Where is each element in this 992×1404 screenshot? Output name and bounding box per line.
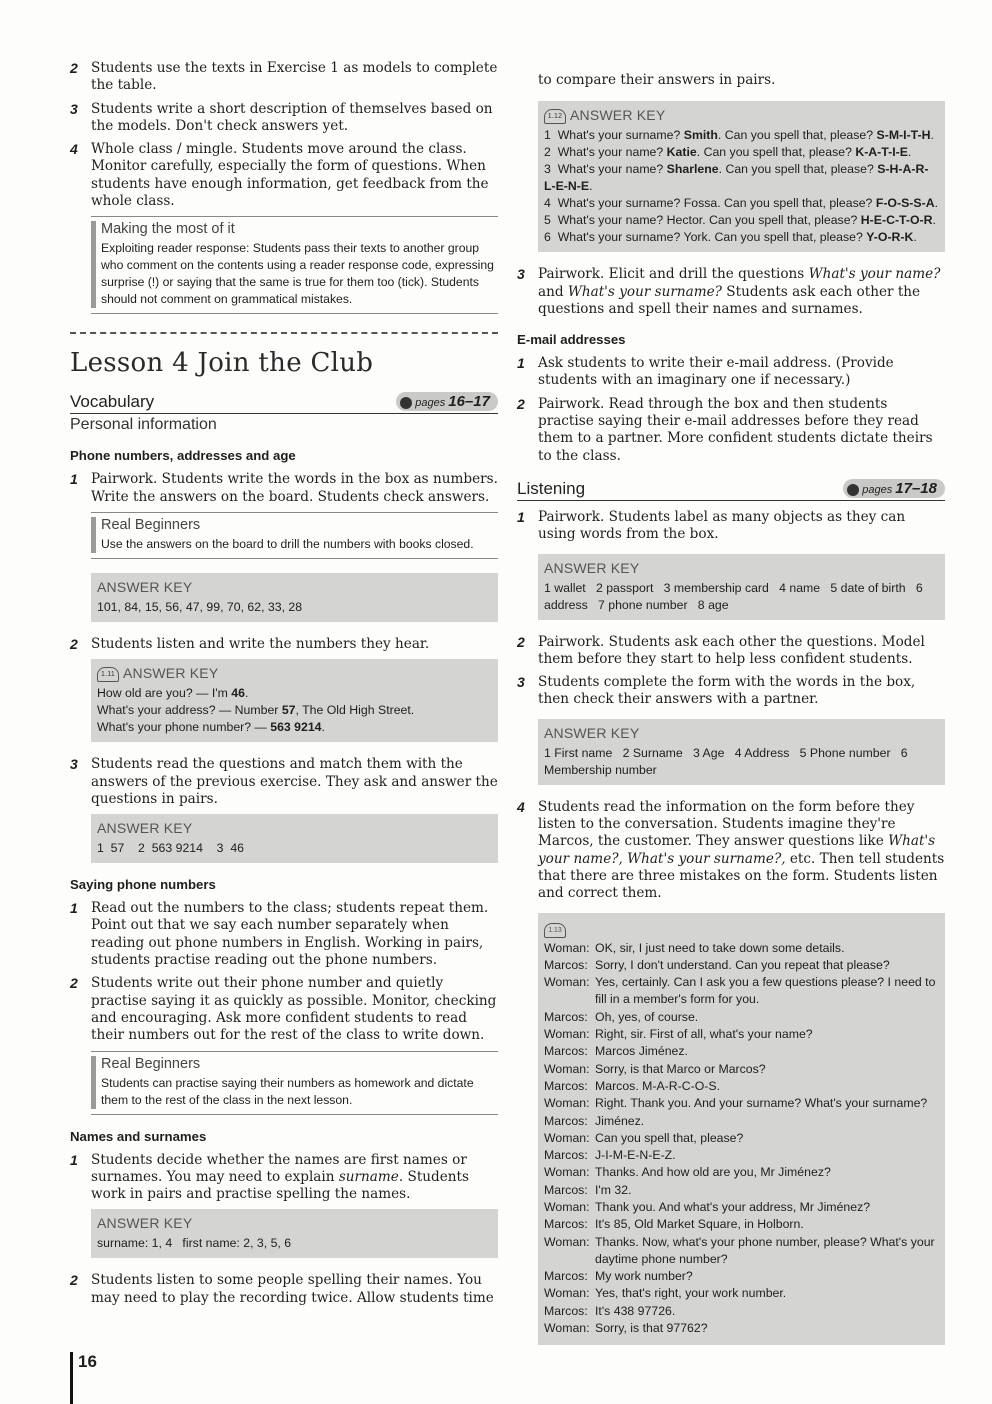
step-item: 2 Pairwork. Read through the box and then students practise saying their e-mail addresses before they read them to a partner. More confident students dictate theirs to the class. bbox=[517, 395, 933, 464]
lesson-title: Lesson 4 Join the Club bbox=[70, 348, 374, 379]
dialogue-line bbox=[544, 1147, 937, 1164]
speaker-label: Marcos: bbox=[544, 1148, 588, 1163]
step-item: 2 Pairwork. Students ask each other the questions. Model them before they start to help less confident students. bbox=[517, 633, 925, 667]
dialogue-line bbox=[544, 1320, 937, 1337]
speaker-label: Marcos: bbox=[544, 1182, 588, 1197]
dialogue-line bbox=[544, 1164, 937, 1181]
step-item: 3 Students read the questions and match them with the answers of the previous exercise. They ask and answer the questions in pairs. bbox=[70, 756, 498, 807]
speaker-label: Woman: bbox=[544, 1165, 590, 1180]
dialogue-line bbox=[544, 1285, 937, 1302]
dialogue-line bbox=[544, 1026, 937, 1043]
continued-text: to compare their answers in pairs. bbox=[538, 72, 776, 88]
answer-key-box: ANSWER KEY 101, 84, 15, 56, 47, 99, 70, 62, 33, 28 bbox=[91, 573, 498, 622]
speaker-label: Woman: bbox=[544, 1199, 590, 1214]
audio-track-icon: 1.12 bbox=[544, 109, 566, 124]
right-column bbox=[517, 72, 945, 1345]
answer-line: 3 What's your name? Sharlene. Can you spell that, please? S-H-A-R-L-E-N-E. bbox=[544, 162, 929, 194]
left-column bbox=[70, 60, 498, 1313]
dialogue-line bbox=[544, 1095, 937, 1112]
dialogue-line bbox=[544, 974, 937, 1009]
cd-icon bbox=[847, 484, 859, 496]
dialogue-text: Thank you. And what's your address, Mr Jiménez? bbox=[595, 1199, 871, 1214]
dialogue-line bbox=[544, 1113, 937, 1130]
subheading: Phone numbers, addresses and age bbox=[70, 448, 296, 464]
answer-line: How old are you? — I'm 46. bbox=[97, 686, 249, 701]
audio-track-icon: 1.11 bbox=[97, 667, 119, 682]
section-divider bbox=[70, 332, 498, 334]
answer-line: 6 What's your surname? York. Can you spell that, please? Y-O-R-K. bbox=[544, 230, 917, 245]
pages-badge: pages 16–17 bbox=[396, 392, 498, 411]
step-item: 2 Students use the texts in Exercise 1 as models to complete the table. bbox=[70, 60, 498, 94]
step-item: 4 Students read the information on the form before they listen to the conversation. Students imagine they're Marcos, the customer. They answer questions like What's your name?, What's your surname?, etc. Then tell students that there are three mistakes on the form. Students listen and correct them. bbox=[517, 798, 945, 902]
speaker-label: Marcos: bbox=[544, 1009, 588, 1024]
listening-header: Listening pages 17–18 bbox=[517, 479, 945, 501]
answer-line: 2 What's your name? Katie. Can you spell that, please? K-A-T-I-E. bbox=[544, 145, 912, 160]
speaker-label: Marcos: bbox=[544, 1078, 588, 1093]
step-item: 2 Students listen and write the numbers they hear. bbox=[70, 635, 430, 652]
dialogue-line bbox=[544, 1043, 937, 1060]
subheading: E-mail addresses bbox=[517, 332, 626, 348]
dialogue-line bbox=[544, 940, 937, 957]
answer-key-box: ANSWER KEY 1 First name 2 Surname 3 Age 4 Address 5 Phone number 6 Membership number bbox=[538, 719, 945, 785]
answer-key-box: 1.12 ANSWER KEY 1 What's your surname? Smith. Can you spell that, please? S-M-I-T-H. 2 What's your name? Katie. Can you spell that, please? K-A-T-I-E. 3 What's your name? Sharlene. Can you spell that, please? S-H-A-R-L-E-N-E. 4 What's your surname? Fossa. Can you spell that, please? F-O-S-S-A. 5 What's your name? Hector. Can you spell that, please? H-E-C-T-O-R. 6 What's your surname? York. Can you spell that, please? Y-O-R-K. bbox=[538, 101, 945, 252]
dialogue-text: Right. Thank you. And your surname? What's your surname? bbox=[595, 1096, 928, 1111]
step-item: 3 Pairwork. Elicit and drill the questions What's your name? and What's your surname? Students ask each other the questions and spell their names and surnames. bbox=[517, 266, 941, 317]
dialogue-line bbox=[544, 1061, 937, 1078]
speaker-label: Marcos: bbox=[544, 1217, 588, 1232]
step-item: 1 Students decide whether the names are first names or surnames. You may need to explain surname. Students work in pairs and practise spelling the names. bbox=[70, 1151, 469, 1203]
making-most-tip-box: Making the most of it Exploiting reader response: Students pass their texts to another group who comment on the contents using a reader response code, expressing surprise (!) or saying that the same is true for them too (tick). Students should not comment on grammatical mistakes. bbox=[91, 216, 498, 314]
speaker-label: Marcos: bbox=[544, 957, 588, 972]
speaker-label: Woman: bbox=[544, 940, 590, 955]
speaker-label: Marcos: bbox=[544, 1044, 588, 1059]
dialogue-line bbox=[544, 1199, 937, 1216]
speaker-label: Woman: bbox=[544, 1286, 590, 1301]
speaker-label: Woman: bbox=[544, 1096, 590, 1111]
answer-key-box: 1.11 ANSWER KEY How old are you? — I'm 46. What's your address? — Number 57, The Old High Street. What's your phone number? — 563 9214. bbox=[91, 659, 498, 742]
dialogue-text: Marcos. M-A-R-C-O-S. bbox=[595, 1078, 721, 1093]
dialogue-text: Oh, yes, of course. bbox=[595, 1009, 699, 1024]
dialogue-text: Yes, that's right, your work number. bbox=[595, 1286, 787, 1301]
dialogue-text: Can you spell that, please? bbox=[595, 1130, 744, 1145]
speaker-label: Woman: bbox=[544, 1061, 590, 1076]
dialogue-text: Marcos Jiménez. bbox=[595, 1044, 688, 1059]
answer-line: What's your phone number? — 563 9214. bbox=[97, 720, 325, 735]
answer-key-box: ANSWER KEY 1 wallet 2 passport 3 membership card 4 name 5 date of birth 6 address 7 phone number 8 age bbox=[538, 554, 945, 620]
answer-line: What's your address? — Number 57, The Old High Street. bbox=[97, 703, 415, 718]
dialogue-transcript-box bbox=[538, 913, 945, 1346]
pages-badge: pages 17–18 bbox=[843, 479, 945, 498]
dialogue-text: Sorry, is that Marco or Marcos? bbox=[595, 1061, 766, 1076]
answer-key-box: ANSWER KEY surname: 1, 4 first name: 2, 3, 5, 6 bbox=[91, 1209, 498, 1258]
dialogue-text: Thanks. Now, what's your phone number, please? What's your daytime phone number? bbox=[595, 1234, 935, 1266]
dialogue-line bbox=[544, 1216, 937, 1233]
step-item: 4 Whole class / mingle. Students move around the class. Monitor carefully, especially the form of questions. When students have enough information, get feedback from the whole class. bbox=[70, 141, 489, 210]
subheading: Saying phone numbers bbox=[70, 877, 216, 893]
dialogue-text: My work number? bbox=[595, 1269, 693, 1284]
step-item: 2 Students listen to some people spelling their names. You may need to play the recording twice. Allow students time bbox=[70, 1272, 494, 1306]
dialogue-text: I'm 32. bbox=[595, 1182, 632, 1197]
dialogue-line bbox=[544, 1078, 937, 1095]
speaker-label: Woman: bbox=[544, 975, 590, 990]
dialogue-line bbox=[544, 1009, 937, 1026]
dialogue-line bbox=[544, 1303, 937, 1320]
dialogue-text: Yes, certainly. Can I ask you a few questions please? I need to fill in a member's form for you. bbox=[595, 975, 936, 1007]
dialogue-line bbox=[544, 957, 937, 974]
vocabulary-subtitle: Personal information bbox=[70, 416, 217, 434]
answer-key-box: ANSWER KEY 1 57 2 563 9214 3 46 bbox=[91, 814, 498, 863]
step-item: 1 Pairwork. Students write the words in the box as numbers. Write the answers on the board. Students check answers. bbox=[70, 471, 498, 505]
audio-track-icon: 1.13 bbox=[544, 923, 566, 938]
step-item: 2 Students write out their phone number and quietly practise saying it as quickly as possible. Monitor, checking and encouraging. Ask more confident students to read their numbers out for the rest of the class to write down. bbox=[70, 975, 497, 1044]
answer-line: 4 What's your surname? Fossa. Can you spell that, please? F-O-S-S-A. bbox=[544, 196, 938, 211]
dialogue-line bbox=[544, 1234, 937, 1269]
step-item: 1 Pairwork. Students label as many objects as they can using words from the box. bbox=[517, 508, 906, 543]
speaker-label: Woman: bbox=[544, 1234, 590, 1249]
answer-line: 1 What's your surname? Smith. Can you spell that, please? S-M-I-T-H. bbox=[544, 128, 934, 143]
speaker-label: Woman: bbox=[544, 1027, 590, 1042]
speaker-label: Marcos: bbox=[544, 1269, 588, 1284]
cd-icon bbox=[400, 397, 412, 409]
real-beginners-tip-box: Real Beginners Use the answers on the board to drill the numbers with books closed. bbox=[91, 512, 498, 559]
dialogue-text: It's 85, Old Market Square, in Holborn. bbox=[595, 1217, 804, 1232]
step-item: 3 Students write a short description of themselves based on the models. Don't check answers yet. bbox=[70, 100, 493, 134]
dialogue-line bbox=[544, 1268, 937, 1285]
dialogue-text: It's 438 97726. bbox=[595, 1303, 676, 1318]
speaker-label: Marcos: bbox=[544, 1303, 588, 1318]
dialogue-lines bbox=[544, 940, 937, 1338]
step-item: 1 Ask students to write their e-mail address. (Provide students with an imaginary one if necessary.) bbox=[517, 355, 894, 389]
dialogue-line bbox=[544, 1182, 937, 1199]
speaker-label: Woman: bbox=[544, 1321, 590, 1336]
dialogue-text: OK, sir, I just need to take down some details. bbox=[595, 940, 845, 955]
dialogue-text: Right, sir. First of all, what's your name? bbox=[595, 1027, 813, 1042]
real-beginners-tip-box: Real Beginners Students can practise saying their numbers as homework and dictate them to the rest of the class in the next lesson. bbox=[91, 1051, 498, 1115]
page-number: 16 bbox=[70, 1352, 97, 1404]
speaker-label: Woman: bbox=[544, 1130, 590, 1145]
step-item: 3 Students complete the form with the words in the box, then check their answers with a partner. bbox=[517, 674, 916, 708]
dialogue-text: Sorry, is that 97762? bbox=[595, 1321, 708, 1336]
dialogue-text: Sorry, I don't understand. Can you repeat that please? bbox=[595, 957, 890, 972]
dialogue-line bbox=[544, 1130, 937, 1147]
step-item: 1 Read out the numbers to the class; students repeat them. Point out that we say each number separately when reading out phone numbers in English. Working in pairs, students practise reading out the phone numbers. bbox=[70, 900, 489, 969]
vocabulary-header: Vocabulary pages 16–17 bbox=[70, 392, 498, 414]
subheading: Names and surnames bbox=[70, 1128, 207, 1144]
dialogue-text: Thanks. And how old are you, Mr Jiménez? bbox=[595, 1165, 831, 1180]
dialogue-text: J-I-M-E-N-E-Z. bbox=[595, 1148, 676, 1163]
dialogue-text: Jiménez. bbox=[595, 1113, 645, 1128]
speaker-label: Marcos: bbox=[544, 1113, 588, 1128]
answer-line: 5 What's your name? Hector. Can you spell that, please? H-E-C-T-O-R. bbox=[544, 213, 936, 228]
